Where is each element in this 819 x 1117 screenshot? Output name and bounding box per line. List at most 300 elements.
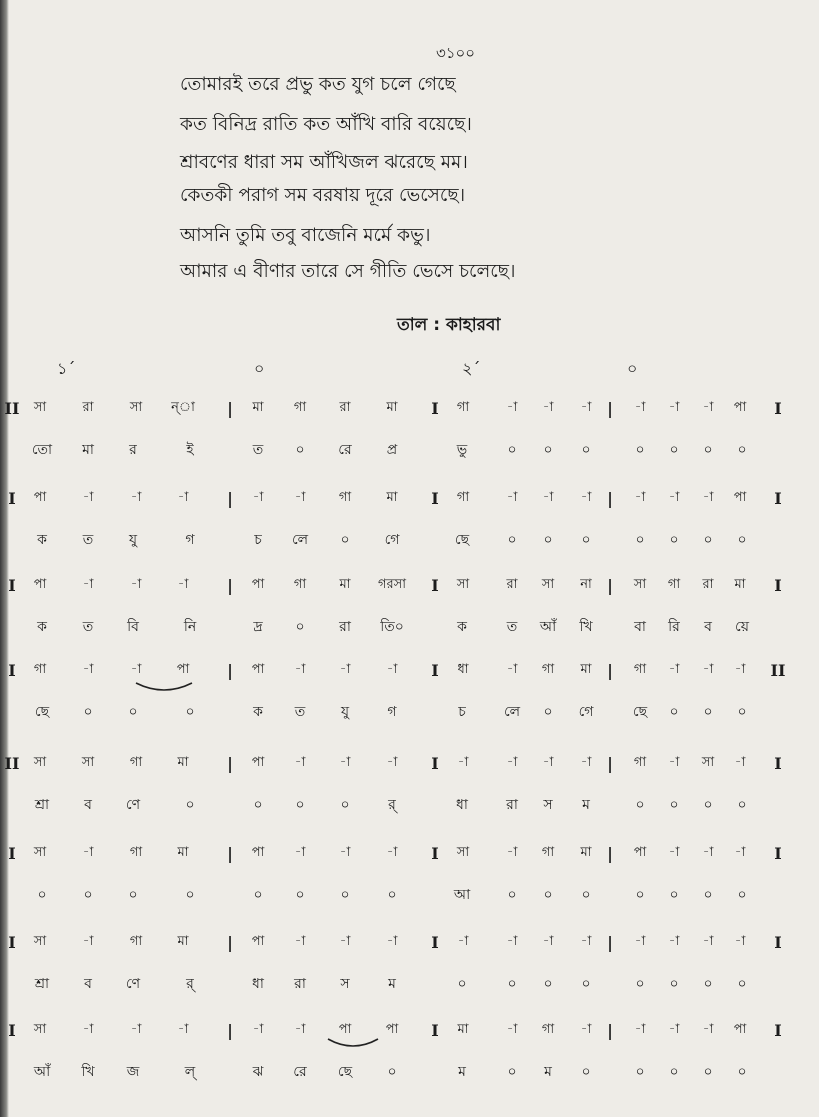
lyric-syllable: ০ <box>507 532 517 548</box>
swara-note: -া <box>177 1022 189 1037</box>
swara-note: -া <box>702 400 714 415</box>
lyric-syllable: ক <box>37 619 47 635</box>
swara-note: সা <box>33 845 47 860</box>
swara-note: -া <box>339 845 351 860</box>
swara-note: -া <box>130 490 142 505</box>
bar-line: | <box>227 399 233 418</box>
swara-note: সা <box>129 400 143 415</box>
swara-note: -া <box>252 490 264 505</box>
lyric-syllable: ত <box>82 532 94 548</box>
lyric-syllable: ০ <box>703 797 713 813</box>
lyric-syllable: আঁ <box>539 619 557 635</box>
lyric-syllable: ০ <box>737 887 747 903</box>
page-number: ৩১০০ <box>436 44 475 62</box>
lyric-syllable: ০ <box>669 1064 679 1080</box>
swara-note: পা <box>733 1022 747 1037</box>
lyric-syllable: ধা <box>456 797 468 813</box>
swara-note: -া <box>177 577 189 592</box>
lyric-syllable: ০ <box>253 887 263 903</box>
swara-note: না <box>580 577 592 592</box>
swara-note: -া <box>668 845 680 860</box>
verse-line-5: আসনি তুমি তবু বাজেনি মর্মে কভু। <box>180 225 431 246</box>
swara-note: -া <box>506 662 518 677</box>
swara-note: -া <box>734 755 746 770</box>
bar-line: I <box>431 754 439 773</box>
swara-note: গরসা <box>377 577 407 592</box>
lyric-syllable: রে <box>338 442 352 458</box>
swara-note: সা <box>33 400 47 415</box>
swara-note: পা <box>176 662 190 677</box>
lyric-syllable: ০ <box>737 797 747 813</box>
bar-line: II <box>770 661 786 680</box>
lyric-syllable: ০ <box>507 1064 517 1080</box>
swara-note: -া <box>702 490 714 505</box>
bar-line: I <box>774 933 782 952</box>
lyric-syllable: রি <box>668 619 680 635</box>
lyric-syllable: ণে <box>125 976 141 992</box>
lyric-syllable: ০ <box>543 532 553 548</box>
swara-note: -া <box>506 845 518 860</box>
bar-line: I <box>774 844 782 863</box>
swara-note: মা <box>177 934 189 949</box>
swara-note: গা <box>129 845 143 860</box>
taal-mark-1: ১´ <box>57 359 76 378</box>
swara-note: -া <box>542 934 554 949</box>
lyric-syllable: ০ <box>703 442 713 458</box>
lyric-syllable: র্‌ <box>186 976 194 992</box>
swara-note: মা <box>734 577 746 592</box>
lyric-syllable: ০ <box>295 442 305 458</box>
lyric-syllable: ০ <box>669 532 679 548</box>
lyric-syllable: ০ <box>581 976 591 992</box>
lyric-syllable: রা <box>506 797 518 813</box>
swara-note: -া <box>339 755 351 770</box>
swara-note: পা <box>251 845 265 860</box>
swara-note: -া <box>702 662 714 677</box>
swara-note: -া <box>734 845 746 860</box>
swara-note: পা <box>733 490 747 505</box>
lyric-syllable: ০ <box>185 887 195 903</box>
swara-note: -া <box>668 490 680 505</box>
swara-note: পা <box>251 934 265 949</box>
lyric-syllable: ০ <box>737 704 747 720</box>
lyric-syllable: ধা <box>252 976 264 992</box>
lyric-syllable: চ <box>254 532 262 548</box>
swara-note: গা <box>293 400 307 415</box>
lyric-syllable: বা <box>634 619 646 635</box>
lyric-syllable: ০ <box>703 704 713 720</box>
swara-note: গা <box>541 662 555 677</box>
swara-note: -া <box>668 1022 680 1037</box>
swara-note: -া <box>506 934 518 949</box>
swara-note: -া <box>702 934 714 949</box>
swara-note: পা <box>385 1022 399 1037</box>
lyric-syllable: লে <box>291 532 309 548</box>
verse-line-2: কত বিনিদ্র রাতি কত আঁখি বারি বয়েছে। <box>180 114 472 135</box>
lyric-syllable: ক <box>37 532 47 548</box>
swara-note: -া <box>457 934 469 949</box>
lyric-syllable: ০ <box>543 442 553 458</box>
lyric-syllable: ০ <box>340 797 350 813</box>
swara-note: পা <box>33 577 47 592</box>
bar-line: I <box>774 1021 782 1040</box>
lyric-syllable: ম <box>388 976 396 992</box>
swara-note: গা <box>338 490 352 505</box>
swara-note: -া <box>634 934 646 949</box>
lyric-syllable: ০ <box>669 976 679 992</box>
swara-note: -া <box>634 1022 646 1037</box>
lyric-syllable: ঝ <box>252 1064 264 1080</box>
lyric-syllable: খি <box>579 619 593 635</box>
lyric-syllable: গ <box>185 532 195 548</box>
swara-note: -া <box>177 490 189 505</box>
swara-note: পা <box>33 490 47 505</box>
bar-line: I <box>774 399 782 418</box>
swara-note: -া <box>580 755 592 770</box>
swara-note: -া <box>457 755 469 770</box>
swara-note: -া <box>294 845 306 860</box>
bar-line: | <box>227 844 233 863</box>
swara-note: -া <box>294 934 306 949</box>
lyric-syllable: ০ <box>669 887 679 903</box>
lyric-syllable: ০ <box>635 532 645 548</box>
swara-note: সা <box>541 577 555 592</box>
lyric-syllable: দ্র <box>253 619 263 635</box>
lyric-syllable: ছে <box>454 532 470 548</box>
swara-note: ন্‌া <box>171 400 195 415</box>
lyric-syllable: ০ <box>295 887 305 903</box>
lyric-syllable: ০ <box>581 1064 591 1080</box>
swara-note: পা <box>733 400 747 415</box>
swara-note: মা <box>339 577 351 592</box>
lyric-syllable: আ <box>453 887 471 903</box>
swara-note: গা <box>129 934 143 949</box>
swara-note: -া <box>668 400 680 415</box>
lyric-syllable: ব <box>704 619 712 635</box>
swara-note: পা <box>338 1022 352 1037</box>
bar-line: I <box>774 576 782 595</box>
lyric-syllable: ০ <box>185 797 195 813</box>
bar-line: | <box>607 576 613 595</box>
swara-note: -া <box>82 845 94 860</box>
swara-note: সা <box>33 755 47 770</box>
swara-note: -া <box>252 1022 264 1037</box>
lyric-syllable: ম <box>544 1064 552 1080</box>
bar-line: | <box>227 576 233 595</box>
lyric-syllable: ০ <box>253 797 263 813</box>
lyric-syllable: রা <box>294 976 306 992</box>
lyric-syllable: ই <box>186 442 194 458</box>
swara-note: -া <box>506 755 518 770</box>
swara-note: সা <box>33 1022 47 1037</box>
lyric-syllable: চ <box>458 704 466 720</box>
lyric-syllable: ছে <box>632 704 648 720</box>
swara-note: -া <box>542 755 554 770</box>
lyric-syllable: ০ <box>635 797 645 813</box>
lyric-syllable: নি <box>183 619 197 635</box>
lyric-syllable: ০ <box>543 887 553 903</box>
lyric-syllable: রা <box>339 619 351 635</box>
lyric-syllable: ক <box>457 619 467 635</box>
swara-note: -া <box>634 400 646 415</box>
slur-mark-row-4 <box>132 681 196 695</box>
swara-note: -া <box>506 400 518 415</box>
lyric-syllable: ০ <box>669 442 679 458</box>
lyric-syllable: ০ <box>295 619 305 635</box>
lyric-syllable: ০ <box>581 442 591 458</box>
swara-note: মা <box>177 755 189 770</box>
lyric-syllable: ০ <box>507 976 517 992</box>
lyric-syllable: ব <box>84 976 92 992</box>
bar-line: I <box>8 1021 16 1040</box>
lyric-syllable: তি০ <box>380 619 404 635</box>
lyric-syllable: ত <box>252 442 264 458</box>
lyric-syllable: ত <box>82 619 94 635</box>
lyric-syllable: ০ <box>507 887 517 903</box>
swara-note: রা <box>82 400 94 415</box>
swara-note: -া <box>386 662 398 677</box>
bar-line: I <box>8 489 16 508</box>
swara-note: -া <box>668 755 680 770</box>
verse-line-1: তোমারই তরে প্রভু কত যুগ চলে গেছে <box>180 74 456 95</box>
swara-note: মা <box>386 490 398 505</box>
swara-note: -া <box>82 1022 94 1037</box>
swara-note: সা <box>33 934 47 949</box>
swara-note: -া <box>580 934 592 949</box>
lyric-syllable: স <box>543 797 553 813</box>
lyric-syllable: প্র <box>386 442 398 458</box>
bar-line: I <box>431 576 439 595</box>
swara-note: গা <box>633 755 647 770</box>
verse-line-6: আমার এ বীণার তারে সে গীতি ভেসে চলেছে। <box>180 261 516 282</box>
lyric-syllable: ০ <box>128 887 138 903</box>
lyric-syllable: শ্রা <box>34 797 50 813</box>
bar-line: | <box>227 754 233 773</box>
swara-note: -া <box>542 400 554 415</box>
lyric-syllable: র <box>129 442 137 458</box>
lyric-syllable: তো <box>31 442 53 458</box>
swara-note: পা <box>251 662 265 677</box>
lyric-syllable: গ <box>387 704 397 720</box>
lyric-syllable: ম <box>458 1064 466 1080</box>
bar-line: I <box>8 933 16 952</box>
lyric-syllable: র্‌ <box>388 797 396 813</box>
lyric-syllable: ০ <box>185 704 195 720</box>
lyric-syllable: য়ে <box>735 619 749 635</box>
swara-note: -া <box>294 1022 306 1037</box>
swara-note: মা <box>252 400 264 415</box>
swara-note: সা <box>701 755 715 770</box>
lyric-syllable: ০ <box>669 797 679 813</box>
taal-mark-3: ২´ <box>462 359 481 378</box>
bar-line: | <box>227 489 233 508</box>
lyric-syllable: ০ <box>37 887 47 903</box>
swara-note: -া <box>82 662 94 677</box>
lyric-syllable: ০ <box>703 532 713 548</box>
lyric-syllable: ত <box>506 619 518 635</box>
bar-line: I <box>8 576 16 595</box>
lyric-syllable: ০ <box>737 532 747 548</box>
swara-note: -া <box>339 662 351 677</box>
bar-line: I <box>8 661 16 680</box>
lyric-syllable: ০ <box>507 442 517 458</box>
bar-line: I <box>431 933 439 952</box>
lyric-syllable: ০ <box>387 887 397 903</box>
swara-note: -া <box>580 490 592 505</box>
lyric-syllable: গে <box>384 532 400 548</box>
bar-line: | <box>607 754 613 773</box>
swara-note: -া <box>386 845 398 860</box>
bar-line: | <box>227 661 233 680</box>
lyric-syllable: ০ <box>669 704 679 720</box>
swara-note: সা <box>456 845 470 860</box>
lyric-syllable: জ <box>126 1064 140 1080</box>
lyric-syllable: ০ <box>703 887 713 903</box>
lyric-syllable: ০ <box>737 976 747 992</box>
lyric-syllable: ০ <box>387 1064 397 1080</box>
swara-note: সা <box>633 577 647 592</box>
lyric-syllable: ভু <box>456 442 468 458</box>
lyric-syllable: ০ <box>295 797 305 813</box>
swara-note: গা <box>667 577 681 592</box>
lyric-syllable: ম <box>582 797 590 813</box>
swara-note: গা <box>456 490 470 505</box>
lyric-syllable: ০ <box>457 976 467 992</box>
swara-note: রা <box>506 577 518 592</box>
lyric-syllable: খি <box>81 1064 95 1080</box>
swara-note: -া <box>580 400 592 415</box>
swara-note: -া <box>386 934 398 949</box>
lyric-syllable: ০ <box>83 887 93 903</box>
bar-line: I <box>774 754 782 773</box>
taal-mark-4: ০ <box>627 359 638 378</box>
bar-line: | <box>227 1021 233 1040</box>
swara-note: মা <box>457 1022 469 1037</box>
swara-note: সা <box>81 755 95 770</box>
swara-note: পা <box>251 577 265 592</box>
swara-note: রা <box>702 577 714 592</box>
lyric-syllable: রে <box>293 1064 307 1080</box>
swara-note: -া <box>506 490 518 505</box>
swara-note: গা <box>293 577 307 592</box>
lyric-syllable: গে <box>578 704 594 720</box>
swara-note: -া <box>294 662 306 677</box>
swara-note: -া <box>130 577 142 592</box>
swara-note: রা <box>339 400 351 415</box>
lyric-syllable: ণে <box>125 797 141 813</box>
swara-note: -া <box>542 490 554 505</box>
verse-line-3: শ্রাবণের ধারা সম আঁখিজল ঝরেছে মম। <box>180 152 468 173</box>
lyric-syllable: ল্‌ <box>184 1064 196 1080</box>
bar-line: | <box>607 933 613 952</box>
lyric-syllable: ০ <box>543 704 553 720</box>
bar-line: | <box>607 399 613 418</box>
lyric-syllable: ০ <box>128 704 138 720</box>
bar-line: | <box>607 489 613 508</box>
lyric-syllable: ত <box>294 704 306 720</box>
lyric-syllable: ০ <box>340 532 350 548</box>
lyric-syllable: ০ <box>703 976 713 992</box>
swara-note: -া <box>702 845 714 860</box>
lyric-syllable: ০ <box>581 532 591 548</box>
swara-note: গা <box>456 400 470 415</box>
swara-note: গা <box>33 662 47 677</box>
lyric-syllable: ০ <box>340 887 350 903</box>
lyric-syllable: ০ <box>635 1064 645 1080</box>
swara-note: -া <box>580 1022 592 1037</box>
lyric-syllable: ০ <box>703 1064 713 1080</box>
bar-line: II <box>4 399 20 418</box>
lyric-syllable: ০ <box>543 976 553 992</box>
taal-label: তাল : কাহারবা <box>397 315 501 335</box>
swara-note: গা <box>541 845 555 860</box>
swara-note: -া <box>734 934 746 949</box>
swara-note: -া <box>506 1022 518 1037</box>
lyric-syllable: ব <box>84 797 92 813</box>
swara-note: মা <box>580 662 592 677</box>
swara-note: গা <box>541 1022 555 1037</box>
bar-line: | <box>607 844 613 863</box>
swara-note: মা <box>580 845 592 860</box>
swara-note: -া <box>668 662 680 677</box>
swara-note: -া <box>634 490 646 505</box>
bar-line: I <box>431 399 439 418</box>
swara-note: -া <box>386 755 398 770</box>
swara-note: -া <box>82 490 94 505</box>
bar-line: I <box>774 489 782 508</box>
lyric-syllable: ছে <box>337 1064 353 1080</box>
bar-line: I <box>431 661 439 680</box>
swara-note: -া <box>82 934 94 949</box>
verse-line-4: কেতকী পরাগ সম বরষায় দূরে ভেসেছে। <box>180 185 466 206</box>
swara-note: -া <box>130 662 142 677</box>
bar-line: | <box>607 661 613 680</box>
swara-note: -া <box>734 662 746 677</box>
lyric-syllable: ০ <box>635 976 645 992</box>
slur-mark-row-8 <box>324 1037 382 1051</box>
lyric-syllable: যু <box>128 532 138 548</box>
swara-note: -া <box>294 755 306 770</box>
lyric-syllable: ক <box>253 704 263 720</box>
lyric-syllable: মা <box>82 442 94 458</box>
swara-note: -া <box>339 934 351 949</box>
bar-line: I <box>431 844 439 863</box>
swara-note: -া <box>82 577 94 592</box>
swara-note: -া <box>668 934 680 949</box>
lyric-syllable: লে <box>503 704 521 720</box>
swara-note: মা <box>177 845 189 860</box>
lyric-syllable: ছে <box>34 704 50 720</box>
lyric-syllable: যু <box>340 704 350 720</box>
swara-note: ধা <box>457 662 469 677</box>
lyric-syllable: ০ <box>581 887 591 903</box>
lyric-syllable: ০ <box>737 1064 747 1080</box>
bar-line: | <box>227 933 233 952</box>
swara-note: পা <box>251 755 265 770</box>
lyric-syllable: ০ <box>83 704 93 720</box>
lyric-syllable: ০ <box>635 887 645 903</box>
swara-note: গা <box>633 662 647 677</box>
swara-note: -া <box>130 1022 142 1037</box>
lyric-syllable: আঁ <box>33 1064 51 1080</box>
swara-note: গা <box>129 755 143 770</box>
swara-note: সা <box>456 577 470 592</box>
swara-note: মা <box>386 400 398 415</box>
lyric-syllable: স <box>340 976 350 992</box>
bar-line: II <box>4 754 20 773</box>
bar-line: I <box>431 489 439 508</box>
taal-mark-2: ০ <box>254 359 265 378</box>
